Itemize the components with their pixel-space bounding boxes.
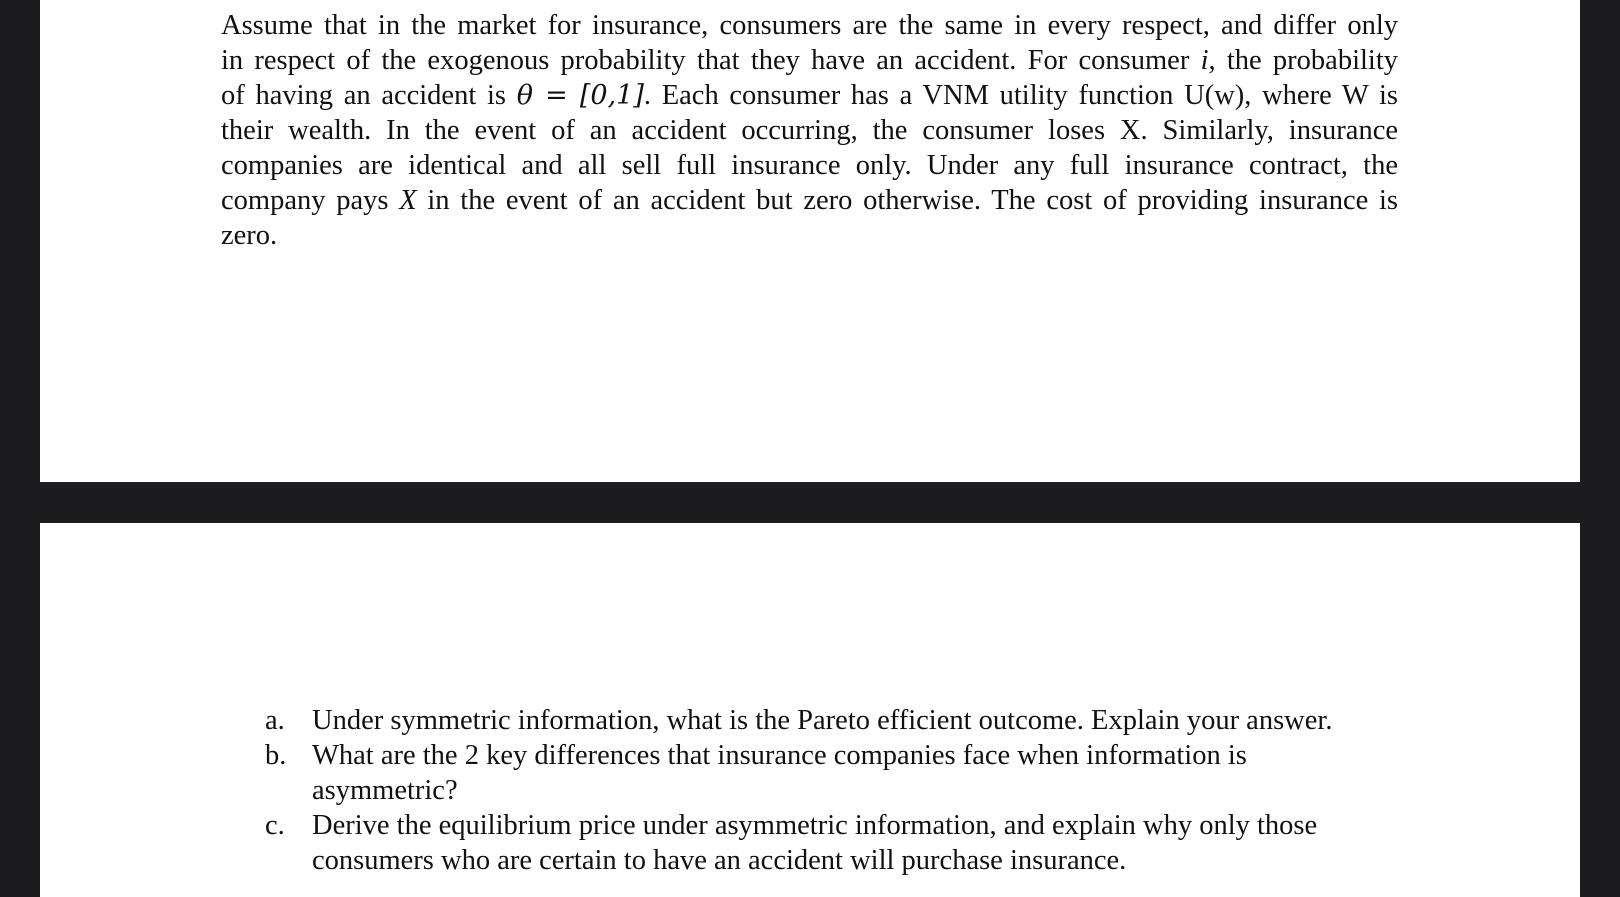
statement-line: [221, 8, 1398, 43]
question-item-b: [265, 738, 1465, 808]
statement-line: [221, 183, 1398, 218]
question-marker: a.: [265, 705, 285, 736]
text-segment: their wealth. In the event of an accident occurring, the consumer loses X. Similarly, insurance: [221, 115, 1398, 146]
question-text: [312, 703, 1465, 738]
document-page-bottom: [40, 523, 1580, 897]
statement-line: [221, 218, 1398, 253]
question-text: [312, 738, 1465, 808]
text-segment: zero.: [221, 220, 278, 251]
document-page-top: [40, 0, 1580, 482]
text-segment: in respect of the exogenous probability that they have an accident. For consumer: [221, 45, 1201, 76]
question-marker: c.: [265, 810, 285, 841]
statement-line: [221, 148, 1398, 183]
question-line: Derive the equilibrium price under asymmetric information, and explain why only those: [312, 810, 1318, 841]
statement-line: [221, 113, 1398, 148]
question-line: Under symmetric information, what is the Pareto efficient outcome. Explain your answer.: [312, 705, 1333, 736]
problem-statement: [221, 8, 1398, 253]
question-marker: b.: [265, 740, 287, 771]
variable-x: X: [399, 185, 417, 216]
variable-i: i: [1200, 45, 1209, 76]
question-line: asymmetric?: [312, 775, 458, 806]
text-segment: in the event of an accident but zero otherwise. The cost of providing insurance is: [416, 185, 1399, 216]
question-text: [312, 808, 1465, 878]
statement-line: [221, 78, 1398, 113]
statement-line: [221, 43, 1398, 78]
theta-equation: θ = [0,1]: [516, 80, 644, 111]
text-segment: . Each consumer has a VNM utility function U(w), where W is: [643, 80, 1399, 111]
text-segment: companies are identical and all sell full insurance only. Under any full insurance contract, the: [221, 150, 1398, 181]
text-segment: of having an accident is: [221, 80, 517, 111]
text-segment: Assume that in the market for insurance, consumers are the same in every respect, and differ only: [221, 10, 1398, 41]
text-segment: company pays: [221, 185, 400, 216]
text-segment: , the probability: [1208, 45, 1398, 76]
question-line: What are the 2 key differences that insurance companies face when information is: [312, 740, 1247, 771]
question-item-a: [265, 703, 1465, 738]
question-line: consumers who are certain to have an accident will purchase insurance.: [312, 845, 1127, 876]
question-item-c: [265, 808, 1465, 878]
question-list: [265, 703, 1465, 878]
